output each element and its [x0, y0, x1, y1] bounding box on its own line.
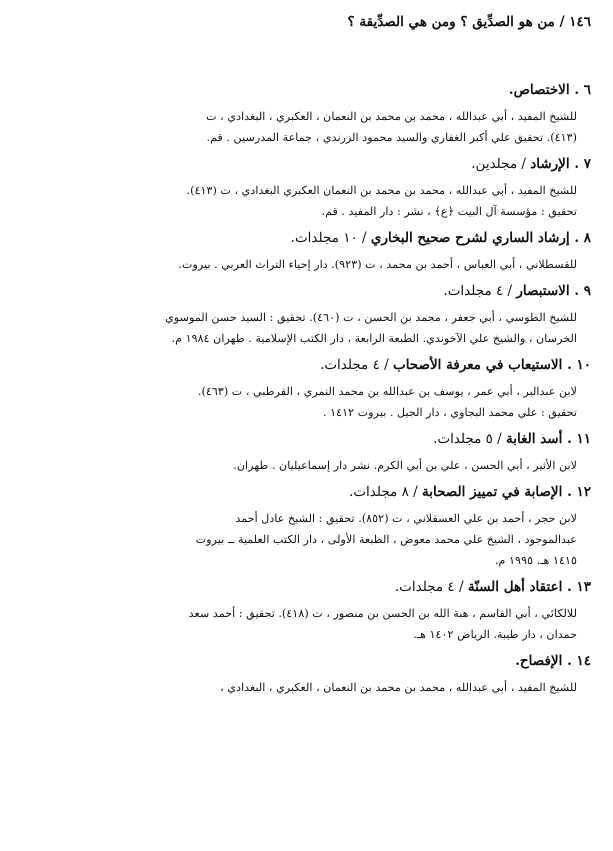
entry-book-title: الاستيعاب في معرفة الأصحاب	[392, 357, 563, 373]
entry-volumes: / ٨ مجلدات.	[349, 484, 422, 500]
entry-book-title: الاستبصار	[516, 283, 570, 299]
entry-description	[21, 603, 591, 645]
entry-number: ٦ .	[574, 82, 591, 98]
entry-description-line: حمدان ، دار طيبة. الرياض ١٤٠٢ هـ.	[413, 628, 577, 641]
entry-title	[21, 429, 591, 450]
entry-book-title: أسد الغابة	[506, 431, 563, 447]
entry-description-line: الخرسان ، والشيخ علي الآخوندي. الطبعة الرابعة ، دار الكتب الإسلامية . طهران ١٩٨٤ م.	[171, 332, 577, 345]
entry-volumes: / ١٠ مجلدات.	[290, 230, 371, 246]
entry-book-title: إرشاد الساري لشرح صحيح البخاري	[370, 230, 570, 246]
entry-description-line: ١٤١٥ هـ. ١٩٩٥ م.	[495, 554, 577, 567]
entry-description-line: عبدالموجود ، الشيخ علي محمد معوض ، الطبعة الأولى ، دار الكتب العلمية ــ بيروت	[195, 533, 577, 546]
entry-description-line: (٤١٣). تحقيق علي أكبر الغفاري والسيد محمود الزرندي ، جماعة المدرسين . قم.	[206, 131, 577, 144]
entry-book-title: الاختصاص.	[508, 82, 570, 98]
entry-description-line: للالكائي ، أبي القاسم ، هبة الله بن الحسن بن منصور ، ت (٤١٨). تحقيق : أحمد سعد	[188, 607, 577, 620]
entry-number: ١٠ .	[567, 357, 591, 373]
entry-title	[21, 482, 591, 503]
entry-description	[21, 254, 591, 275]
entry-description-line: للشيخ المفيد ، أبي عبدالله ، محمد بن محمد بن النعمان ، العكبري ، البغدادي ،	[220, 681, 577, 694]
entry-book-title: الإصابة في تمييز الصحابة	[421, 484, 563, 500]
entry-title	[21, 651, 591, 672]
entry-number: ٩ .	[574, 283, 591, 299]
entry-title	[21, 355, 591, 376]
entry-number: ١١ .	[567, 431, 591, 447]
bibliography-entry	[21, 154, 591, 222]
running-header: ١٤٦ / من هو الصدِّيق ؟ ومن هي الصدِّيقة ؟	[347, 14, 591, 30]
entry-book-title: الإفصاح.	[515, 653, 563, 669]
entry-description-line: تحقيق : مؤسسة آل البيت ﴿ع﴾ ، نشر : دار المفيد . قم.	[321, 205, 577, 218]
entry-number: ٨ .	[574, 230, 591, 246]
bibliography-entry	[21, 80, 591, 148]
entry-title	[21, 80, 591, 101]
entry-description	[21, 677, 591, 698]
entry-number: ١٤ .	[567, 653, 591, 669]
entry-description	[21, 508, 591, 571]
entry-book-title: اعتقاد أهل السنّة	[467, 579, 563, 595]
bibliography-entry	[21, 651, 591, 698]
entry-title	[21, 154, 591, 175]
entry-volumes: / ٤ مجلدات.	[394, 579, 468, 595]
entry-number: ٧ .	[574, 156, 591, 172]
bibliography-entry	[21, 577, 591, 645]
entry-volumes: / ٥ مجلدات.	[433, 431, 507, 447]
bibliography-entry	[21, 482, 591, 571]
entry-volumes: / ٤ مجلدات.	[443, 283, 517, 299]
entry-description	[21, 455, 591, 476]
entry-volumes: / ٤ مجلدات.	[320, 357, 393, 373]
entry-description	[21, 106, 591, 148]
entry-description-line: لابن الأثير ، أبي الحسن ، علي بن أبي الكرم. نشر دار إسماعيليان . طهران.	[233, 459, 577, 472]
bibliography-entry	[21, 355, 591, 423]
entry-description-line: تحقيق : علي محمد البجاوي ، دار الجيل . بيروت ١٤١٢ .	[323, 406, 577, 419]
entry-title	[21, 577, 591, 598]
entry-description-line: للشيخ المفيد ، أبي عبدالله ، محمد بن محمد بن النعمان ، العكبري ، البغدادي ، ت	[206, 110, 577, 123]
entry-book-title: الإرشاد	[530, 156, 570, 172]
entry-description	[21, 180, 591, 222]
bibliography-entry	[21, 228, 591, 275]
entry-volumes: / مجلدين.	[471, 156, 531, 172]
entry-description-line: لابن حجر ، أحمد بن علي العسقلاني ، ت (٨٥٢). تحقيق : الشيخ عادل أحمد	[235, 512, 577, 525]
entry-description-line: لابن عبدالبر ، أبي عمر ، يوسف بن عبدالله بن محمد النمري ، القرطبي ، ت (٤٦٣).	[197, 385, 577, 398]
entry-number: ١٢ .	[567, 484, 591, 500]
bibliography-entry	[21, 281, 591, 349]
entry-description-line: للشيخ المفيد ، أبي عبدالله ، محمد بن محمد بن النعمان العكبري البغدادي ، ت (٤١٣).	[186, 184, 577, 197]
entry-description-line: للشيخ الطوسي ، أبي جعفر ، محمد بن الحسن ، ت (٤٦٠). تحقيق : السيد حسن الموسوي	[165, 311, 577, 324]
bibliography-entry	[21, 429, 591, 476]
entry-description-line: للقسطلاني ، أبي العباس ، أحمد بن محمد ، ت (٩٢٣). دار إحياء التراث العربي . بيروت.	[178, 258, 577, 271]
entry-title	[21, 228, 591, 249]
entry-description	[21, 381, 591, 423]
entry-number: ١٣ .	[567, 579, 591, 595]
entry-title	[21, 281, 591, 302]
bibliography-list	[21, 80, 591, 704]
entry-description	[21, 307, 591, 349]
